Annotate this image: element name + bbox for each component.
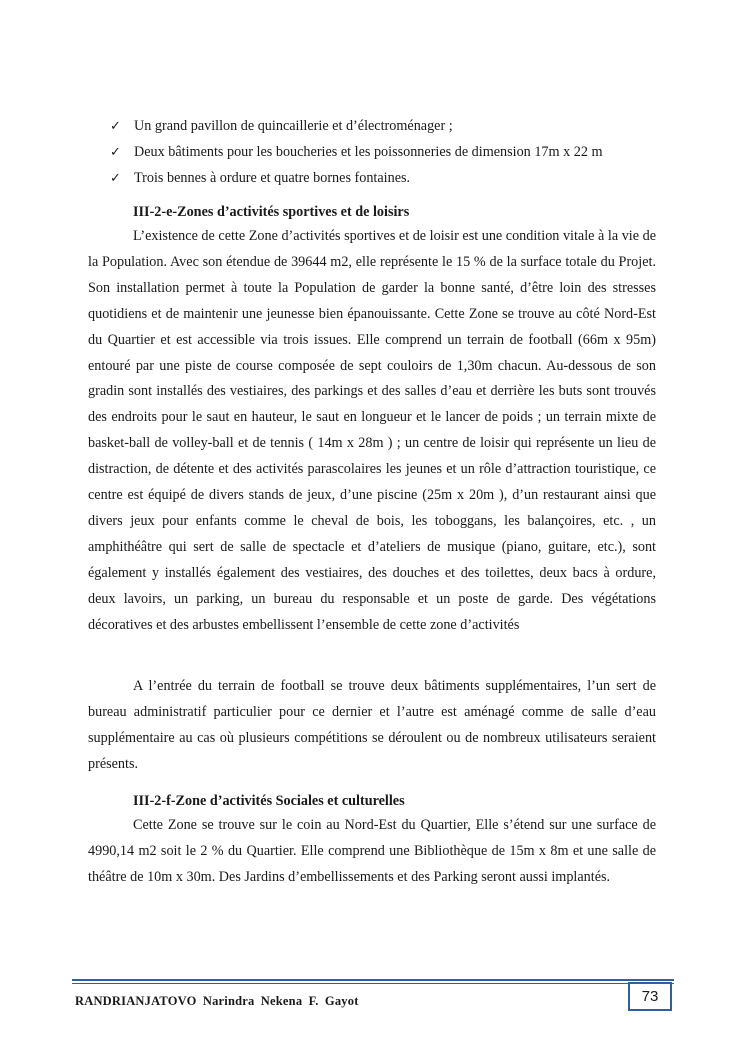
paragraph-social-zone: Cette Zone se trouve sur le coin au Nord-Est du Quartier, Elle s’étend sur une surface de 4990,14 m2 soit le 2 % du Quartier. Elle comprend une Bibliothèque de 15m x 8m et une salle de théâtre de 10m x 30m. Des Jardins d’embellissements et des Parking seront aussi implantés. (88, 817, 656, 885)
list-item-text: Deux bâtiments pour les boucheries et les poissonneries de dimension 17m x 22 m (134, 144, 603, 160)
section-heading-social-zone: III-2-f-Zone d’activités Sociales et culturelles (133, 793, 405, 809)
checkmark-icon: ✓ (110, 171, 121, 186)
list-item (110, 139, 670, 165)
list-item-text: Un grand pavillon de quincaillerie et d’électroménager ; (134, 118, 453, 134)
list-item (110, 165, 670, 191)
bullet-list (110, 113, 670, 191)
list-item-text: Trois bennes à ordure et quatre bornes fontaines. (134, 170, 411, 186)
footer-divider (72, 983, 674, 984)
footer-divider (72, 979, 674, 981)
paragraph-football-buildings: A l’entrée du terrain de football se trouve deux bâtiments supplémentaires, l’un sert de bureau administratif particulier pour ce dernier et l’autre est aménagé comme de salle d’eau supplémentaire au cas où plusieurs compétitions se déroulent ou de nombreux utilisateurs seraient présents. (88, 678, 656, 772)
footer-author: RANDRIANJATOVO Narindra Nekena F. Gayot (75, 994, 359, 1008)
section-heading-sports-zone: III-2-e-Zones d’activités sportives et de loisirs (133, 204, 410, 220)
checkmark-icon: ✓ (110, 145, 121, 160)
checkmark-icon: ✓ (110, 119, 121, 134)
list-item (110, 113, 670, 139)
page-number: 73 (628, 982, 672, 1011)
paragraph-sports-zone: L’existence de cette Zone d’activités sportives et de loisir est une condition vitale à la vie de la Population. Avec son étendue de 39644 m2, elle représente le 15 % de la surface totale du Projet. Son installation permet à toute la Population de garder la bonne santé, d’être loin des stresses quotidiens et de maintenir une jeunesse bien épanouissante. Cette Zone se trouve au côté Nord-Est du Quartier et est accessible via trois issues. Elle comprend un terrain de football (66m x 95m) entouré par une piste de course composée de sept couloirs de 1,30m chacun. Au-dessous de son gradin sont installés des vestiaires, des parkings et des salles d’eau et derrière les buts sont trouvés des endroits pour le saut en hauteur, le saut en longueur et le lancer de poids ; un terrain mixte de basket-ball de volley-ball et de tennis ( 14m x 28m ) ; un centre de loisir qui représente un lieu de distraction, de détente et des activités parascolaires les jeunes et un rôle d’attraction touristique, ce centre est équipé de divers stands de jeux, d’une piscine (25m x 20m ), d’un restaurant ainsi que divers jeux pour enfants comme le cheval de bois, les toboggans, les balançoires, etc. , un amphithéâtre qui sert de salle de spectacle et d’ateliers de musique (piano, guitare, etc.), sont également y installés également des vestiaires, des douches et des toilettes, deux bacs à ordure, deux lavoirs, un parking, un bureau du responsable et un poste de garde. Des végétations décoratives et des arbustes embellissent l’ensemble de cette zone d’activités (88, 228, 656, 633)
